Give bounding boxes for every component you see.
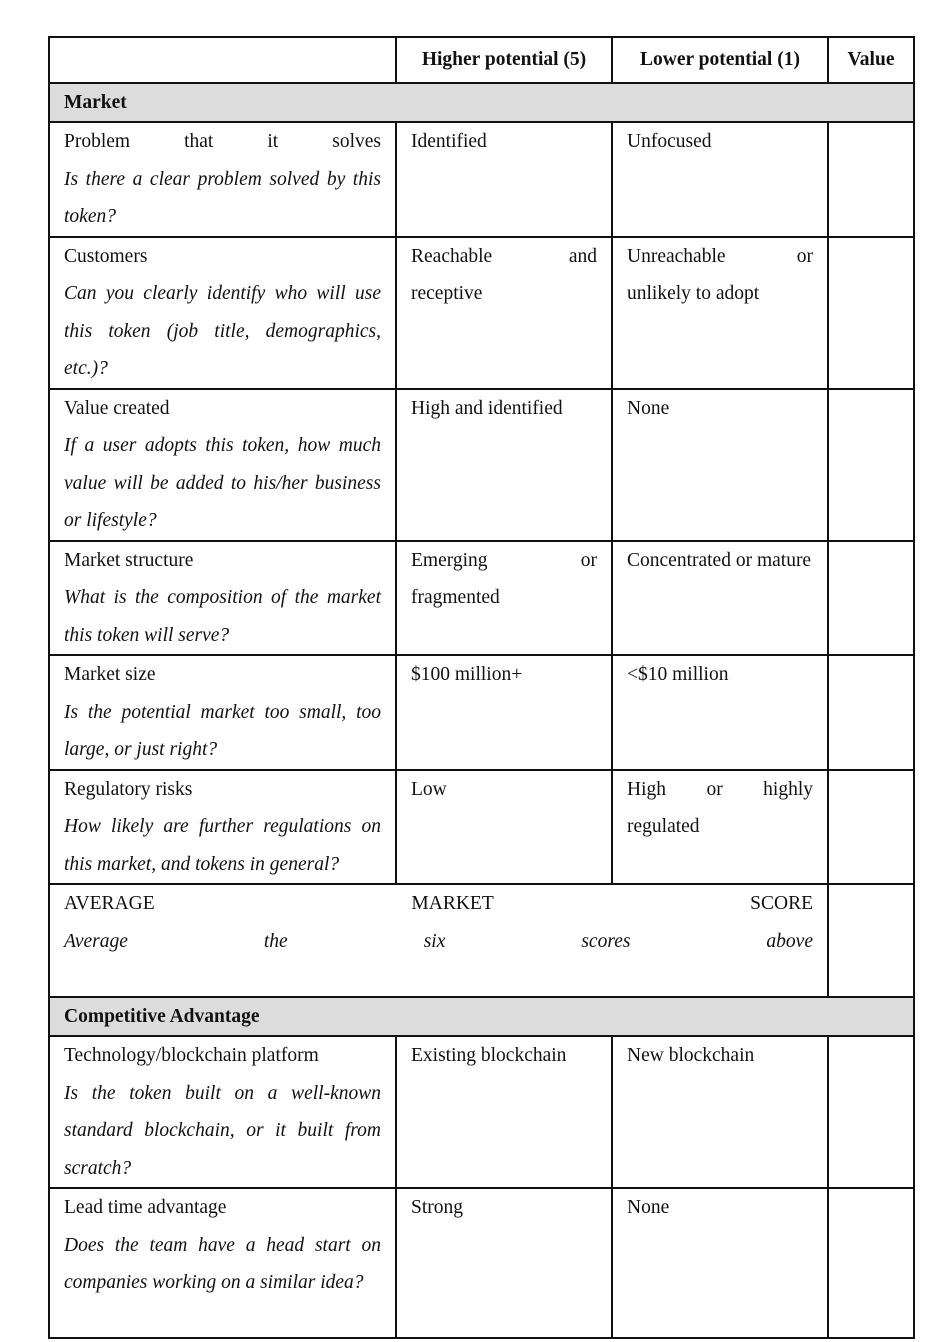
lower-potential-cell: None	[612, 1188, 828, 1338]
criterion-cell	[49, 1188, 396, 1338]
criterion-row	[49, 389, 914, 541]
lower-potential-cell: High or highly regulated	[612, 770, 828, 885]
higher-potential-cell: Low	[396, 770, 612, 885]
average-value-cell[interactable]	[828, 884, 914, 997]
criterion-question: If a user adopts this token, how much value will be added to his/her business or lifestyle?	[64, 435, 381, 531]
criterion-name: Technology/blockchain platform	[64, 1045, 319, 1066]
criterion-question: How likely are further regulations on this market, and tokens in general?	[64, 816, 381, 875]
average-row	[49, 884, 914, 997]
criterion-cell	[49, 122, 396, 237]
section-row-competitive-advantage	[49, 997, 914, 1036]
criterion-cell	[49, 655, 396, 770]
header-blank-cell	[49, 37, 396, 83]
lower-potential-cell: New blockchain	[612, 1036, 828, 1188]
higher-potential-cell: $100 million+	[396, 655, 612, 770]
value-cell[interactable]	[828, 655, 914, 770]
section-row-market	[49, 83, 914, 122]
lower-potential-cell: Concentrated or mature	[612, 541, 828, 656]
section-title: Competitive Advantage	[49, 997, 914, 1036]
criterion-cell	[49, 770, 396, 885]
higher-potential-cell: Identified	[396, 122, 612, 237]
lower-potential-cell: Unfocused	[612, 122, 828, 237]
criterion-row	[49, 655, 914, 770]
criterion-name: Regulatory risks	[64, 778, 193, 800]
higher-potential-cell: Strong	[396, 1188, 612, 1338]
value-cell[interactable]	[828, 541, 914, 656]
header-lower-potential: Lower potential (1)	[612, 37, 828, 83]
higher-potential-cell: Reachable and receptive	[396, 237, 612, 389]
criterion-question: Does the team have a head start on companies working on a similar idea?	[64, 1234, 381, 1293]
criterion-row	[49, 122, 914, 237]
rubric-table	[48, 36, 915, 1339]
criterion-row	[49, 770, 914, 885]
higher-potential-cell: High and identified	[396, 389, 612, 541]
criterion-cell	[49, 1036, 396, 1188]
criterion-cell	[49, 389, 396, 541]
criterion-cell	[49, 541, 396, 656]
average-label: AVERAGE MARKET SCORE	[64, 893, 813, 914]
value-cell[interactable]	[828, 1188, 914, 1338]
criterion-question: Can you clearly identify who will use this token (job title, demographics, etc.)?	[64, 283, 381, 379]
criterion-question: What is the composition of the market this token will serve?	[64, 587, 381, 646]
criterion-name: Market structure	[64, 549, 194, 571]
criterion-cell	[49, 237, 396, 389]
section-title: Market	[49, 83, 914, 122]
lower-potential-cell: <$10 million	[612, 655, 828, 770]
higher-potential-cell: Existing blockchain	[396, 1036, 612, 1188]
header-row	[49, 37, 914, 83]
criterion-name: Customers	[64, 245, 148, 267]
value-cell[interactable]	[828, 1036, 914, 1188]
criterion-question: Is the token built on a well-known standard blockchain, or it built from scratch?	[64, 1082, 381, 1179]
criterion-name: Market size	[64, 664, 156, 685]
criterion-name: Value created	[64, 397, 170, 419]
criterion-name: Lead time advantage	[64, 1197, 227, 1218]
average-note: Average the six scores above	[64, 930, 813, 952]
criterion-row	[49, 1188, 914, 1338]
lower-potential-cell: Unreachable or unlikely to adopt	[612, 237, 828, 389]
value-cell[interactable]	[828, 389, 914, 541]
criterion-row	[49, 541, 914, 656]
header-higher-potential: Higher potential (5)	[396, 37, 612, 83]
criterion-row	[49, 1036, 914, 1188]
value-cell[interactable]	[828, 122, 914, 237]
value-cell[interactable]	[828, 770, 914, 885]
value-cell[interactable]	[828, 237, 914, 389]
lower-potential-cell: None	[612, 389, 828, 541]
criterion-name: Problem that it solves	[64, 131, 381, 152]
criterion-row	[49, 237, 914, 389]
average-cell	[49, 884, 828, 997]
criterion-question: Is there a clear problem solved by this token?	[64, 168, 381, 227]
higher-potential-cell: Emerging or fragmented	[396, 541, 612, 656]
header-value: Value	[828, 37, 914, 83]
criterion-question: Is the potential market too small, too large, or just right?	[64, 701, 381, 760]
